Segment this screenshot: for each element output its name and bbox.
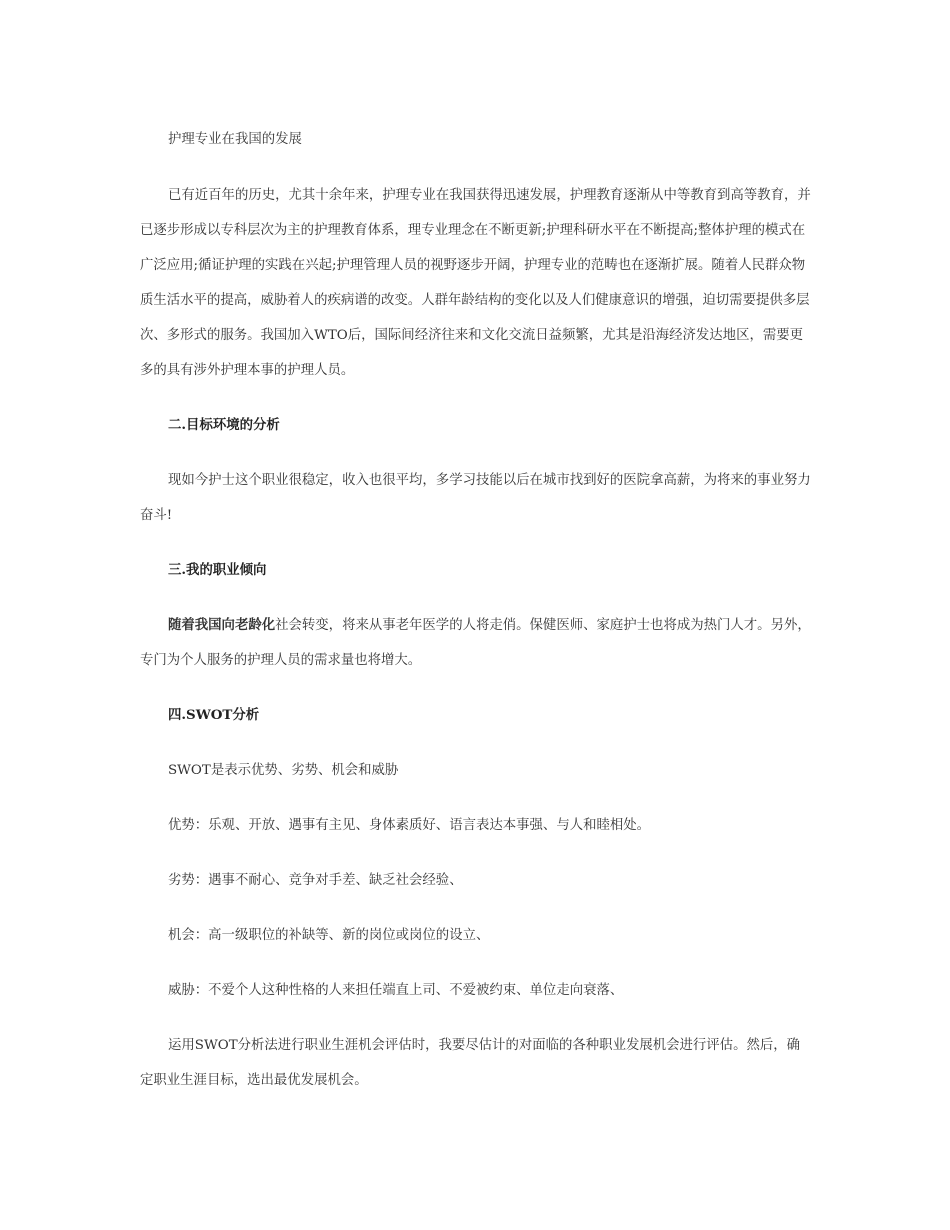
section2-paragraph: 现如今护士这个职业很稳定，收入也很平均，多学习技能以后在城市找到好的医院拿高薪，为将来的事业努力奋斗! [140,473,811,523]
swot-strengths: 优势：乐观、开放、遇事有主见、身体素质好、语言表达本事强、与人和睦相处。 [168,818,651,833]
conclusion-paragraph: 运用SWOT分析法进行职业生涯机会评估时，我要尽估计的对面临的各种职业发展机会进行评估。然后，确定职业生涯目标，选出最优发展机会。 [140,1038,801,1088]
section3-heading: 三.我的职业倾向 [168,562,267,578]
intro-paragraph: 已有近百年的历史，尤其十余年来，护理专业在我国获得迅速发展，护理教育逐渐从中等教育到高等教育，并已逐步形成以专科层次为主的护理教育体系，理专业理念在不断更新;护理科研水平在不断提高;整体护理的模式在广泛应用;循证护理的实践在兴起;护理管理人员的视野逐步开阔，护理专业的范畴也在逐渐扩展。随着人民群众物质生活水平的提高，威胁着人的疾病谱的改变。人群年龄结构的变化以及人们健康意识的增强，迫切需要提供多层次、多形式的服务。我国加入WTO后，国际间经济往来和文化交流日益频繁，尤其是沿海经济发达地区，需要更多的具有涉外护理本事的护理人员。 [140,188,811,378]
section3-paragraph-rest: 社会转变，将来从事老年医学的人将走俏。保健医师、家庭护士也将成为热门人才。另外，专门为个人服务的护理人员的需求量也将增大。 [140,618,811,668]
swot-weaknesses: 劣势：遇事不耐心、竞争对手差、缺乏社会经验、 [168,873,463,888]
section3-lead-bold: 随着我国向老龄化 [168,617,276,633]
section2-heading: 二.目标环境的分析 [168,417,280,433]
swot-intro: SWOT是表示优势、劣势、机会和威胁 [168,763,399,778]
section3-paragraph [140,608,812,678]
intro-heading: 护理专业在我国的发展 [168,132,302,147]
swot-threats: 威胁：不爱个人这种性格的人来担任端直上司、不爱被约束、单位走向衰落、 [168,983,624,998]
document-body [140,122,812,1098]
section4-heading: 四.SWOT分析 [168,707,260,723]
swot-opportunities: 机会：高一级职位的补缺等、新的岗位或岗位的设立、 [168,928,490,943]
